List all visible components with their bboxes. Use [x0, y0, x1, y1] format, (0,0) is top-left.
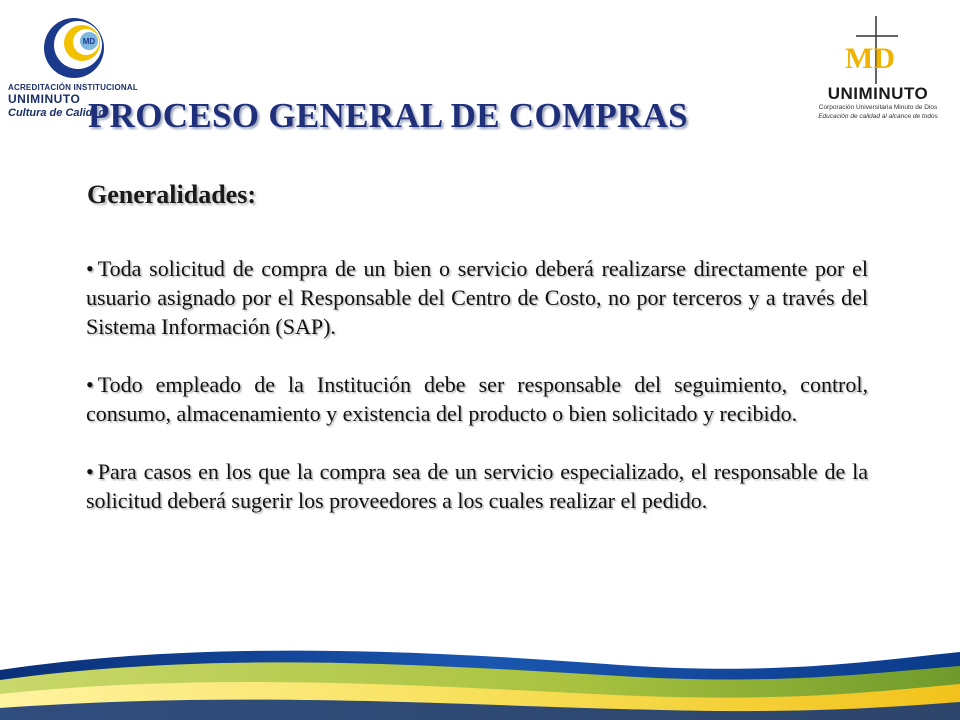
slide-title: PROCESO GENERAL DE COMPRAS — [88, 96, 688, 135]
logo-badge-text: MD — [82, 37, 96, 46]
bullet-icon: • — [86, 372, 94, 397]
bullet-text: Toda solicitud de compra de un bien o servicio deberá realizarse directamente por el usuario asignado por el Responsable del Centro de Costo, no por terceros y a través del Sistema Información (SAP). — [86, 256, 868, 339]
logo-line-2: UNIMINUTO — [8, 92, 81, 106]
bullet-text: Todo empleado de la Institución debe ser responsable del seguimiento, control, consumo, almacenamiento y existencia del producto o bien solicitado y recibido. — [86, 372, 868, 426]
section-heading: Generalidades: — [87, 180, 256, 209]
uniminuto-md-cross-icon — [836, 14, 906, 86]
bullet-icon: • — [86, 459, 94, 484]
md-letters: MD — [845, 42, 895, 75]
uniminuto-subtitle-2: Educación de calidad al alcance de todos — [818, 113, 938, 120]
bullet-list — [86, 254, 868, 544]
decorative-wave — [0, 610, 960, 720]
logo-line-3: Cultura de Calidad — [8, 107, 106, 119]
bullet-item — [86, 370, 868, 428]
logo-line-1: ACREDITACIÓN INSTITUCIONAL — [8, 83, 138, 92]
uniminuto-subtitle-1: Corporación Universitaria Minuto de Dios — [818, 104, 938, 111]
acreditacion-emblem-icon — [36, 12, 116, 82]
bullet-icon: • — [86, 256, 94, 281]
uniminuto-brand: UNIMINUTO — [827, 84, 929, 103]
bullet-text: Para casos en los que la compra sea de un servicio especializado, el responsable de la solicitud deberá sugerir los proveedores a los cuales realizar el pedido. — [86, 459, 868, 513]
bullet-item — [86, 254, 868, 341]
bullet-item — [86, 457, 868, 515]
